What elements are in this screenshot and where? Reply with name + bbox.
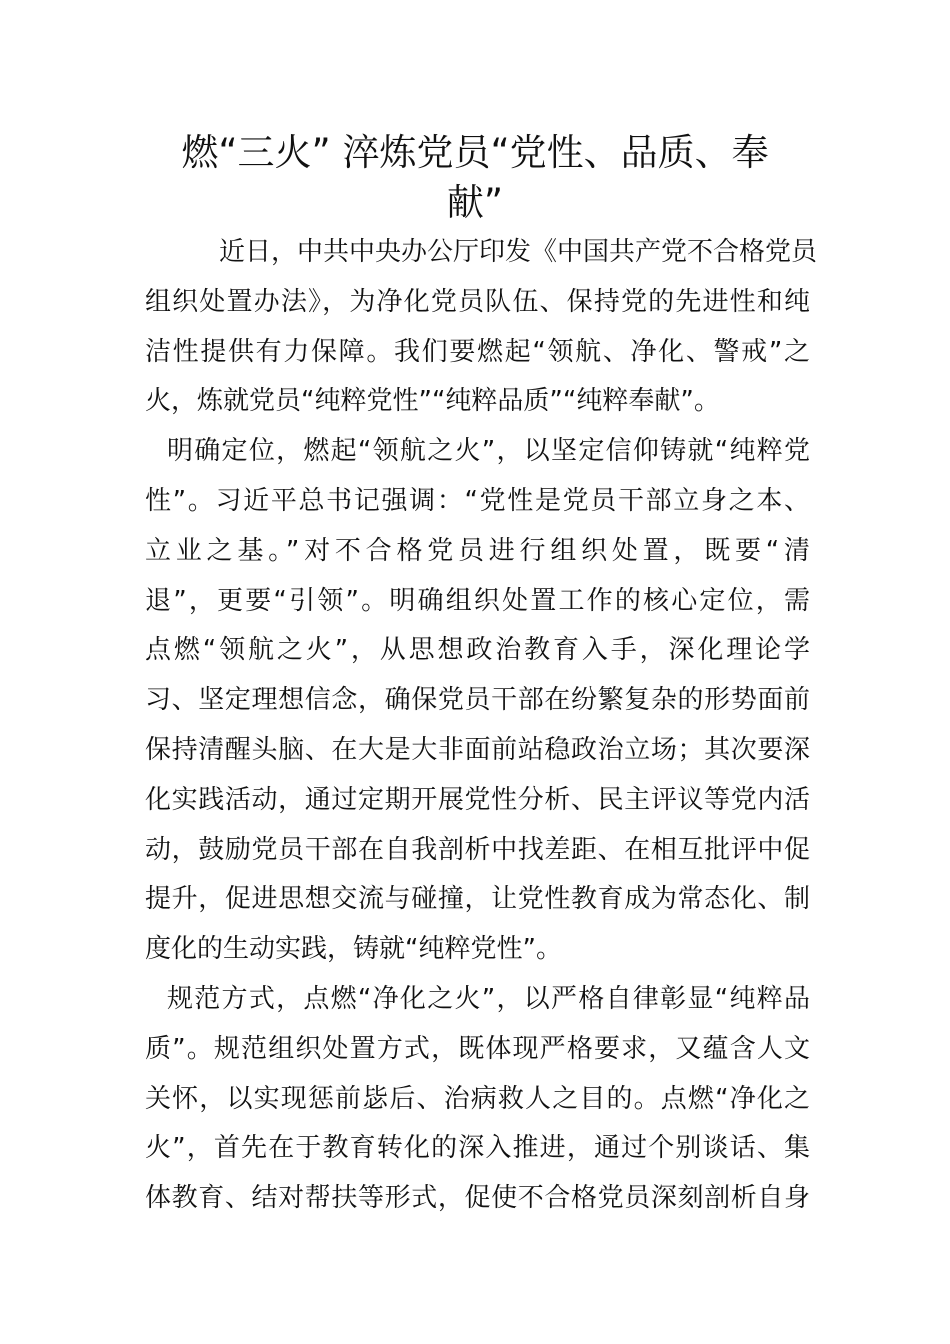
paragraph-3-line: 关怀，以实现惩前毖后、治病救人之目的。点燃“净化之 bbox=[145, 1083, 810, 1114]
paragraph-2-line: 退”，更要“引领”。明确组织处置工作的核心定位，需 bbox=[145, 585, 810, 616]
paragraph-1-line: 近日，中共中央办公厅印发《中国共产党不合格党员 bbox=[219, 237, 818, 267]
paragraph-2-line: 立业之基。”对不合格党员进行组织处置，既要“清 bbox=[145, 535, 810, 566]
paragraph-3-line: 质”。规范组织处置方式，既体现严格要求，又蕴含人文 bbox=[145, 1033, 810, 1064]
paragraph-2-line: 习、坚定理想信念，确保党员干部在纷繁复杂的形势面前 bbox=[145, 685, 810, 716]
article-title bbox=[140, 128, 810, 228]
paragraph-3-line: 火”，首先在于教育转化的深入推进，通过个别谈话、集 bbox=[145, 1133, 810, 1164]
paragraph-3-line: 体教育、结对帮扶等形式，促使不合格党员深刻剖析自身 bbox=[145, 1183, 810, 1214]
paragraph-2-line: 明确定位，燃起“领航之火”，以坚定信仰铸就“纯粹党 bbox=[167, 436, 810, 467]
paragraph-2-line: 性”。习近平总书记强调：“党性是党员干部立身之本、 bbox=[145, 485, 810, 516]
paragraph-1-line: 火，炼就党员“纯粹党性”“纯粹品质”“纯粹奉献”。 bbox=[145, 386, 720, 417]
article-body bbox=[145, 228, 818, 1224]
paragraph-2-line: 动，鼓励党员干部在自我剖析中找差距、在相互批评中促 bbox=[145, 834, 810, 865]
paragraph-1-line: 洁性提供有力保障。我们要燃起“领航、净化、警戒”之 bbox=[145, 336, 810, 367]
paragraph-2-line: 度化的生动实践，铸就“纯粹党性”。 bbox=[145, 934, 562, 965]
title-line-1: 燃“三火” 淬炼党员“党性、品质、奉 bbox=[181, 131, 769, 174]
paragraph-2-line: 化实践活动，通过定期开展党性分析、民主评议等党内活 bbox=[145, 784, 810, 815]
paragraph-2-line: 保持清醒头脑、在大是大非面前站稳政治立场；其次要深 bbox=[145, 734, 810, 765]
paragraph-3-line: 规范方式，点燃“净化之火”，以严格自律彰显“纯粹品 bbox=[167, 983, 810, 1014]
paragraph-1-line: 组织处置办法》，为净化党员队伍、保持党的先进性和纯 bbox=[145, 286, 810, 317]
paragraph-2-line: 提升，促进思想交流与碰撞，让党性教育成为常态化、制 bbox=[145, 884, 810, 915]
paragraph-2-line: 点燃“领航之火”，从思想政治教育入手，深化理论学 bbox=[145, 635, 810, 666]
title-line-2: 献” bbox=[446, 181, 504, 224]
